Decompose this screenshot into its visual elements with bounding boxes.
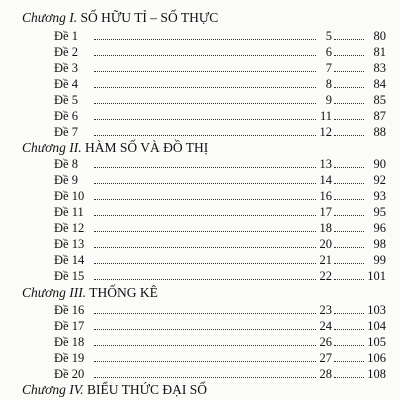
dot-leader: [334, 361, 364, 362]
toc-entry[interactable]: [54, 28, 386, 44]
toc-entry[interactable]: [54, 252, 386, 268]
entry-label: Đề 14: [54, 253, 85, 267]
toc-entry[interactable]: [54, 268, 386, 284]
dot-leader: [94, 103, 316, 104]
answer-page: 96: [373, 221, 386, 235]
dot-leader: [94, 71, 316, 72]
problem-page: 18: [319, 221, 332, 235]
toc-entry[interactable]: [54, 60, 386, 76]
dot-leader: [94, 199, 316, 200]
toc-entry[interactable]: [54, 366, 386, 382]
dot-leader: [94, 55, 316, 56]
problem-page: 23: [319, 303, 332, 317]
entry-label: Đề 12: [54, 221, 85, 235]
entry-label: Đề 10: [54, 189, 85, 203]
answer-page: 93: [373, 189, 386, 203]
entry-label: Đề 6: [54, 109, 78, 123]
dot-leader: [334, 345, 364, 346]
dot-leader: [94, 313, 316, 314]
dot-leader: [94, 279, 316, 280]
answer-page: 101: [367, 269, 386, 283]
problem-page: 26: [319, 335, 332, 349]
dot-leader: [94, 329, 316, 330]
problem-page: 8: [325, 77, 332, 91]
chapter-heading: [22, 140, 208, 156]
chapter-heading: [22, 382, 207, 398]
entry-label: Đề 13: [54, 237, 85, 251]
dot-leader: [334, 39, 364, 40]
entry-label: Đề 20: [54, 367, 85, 381]
dot-leader: [334, 55, 364, 56]
dot-leader: [334, 377, 364, 378]
toc-entry[interactable]: [54, 76, 386, 92]
chapter-title: BIỂU THỨC ĐẠI SỐ: [86, 382, 208, 397]
toc-entry[interactable]: [54, 204, 386, 220]
toc-entry[interactable]: [54, 302, 386, 318]
chapter-number: Chương III.: [22, 285, 87, 300]
dot-leader: [334, 103, 364, 104]
toc-entry[interactable]: [54, 172, 386, 188]
problem-page: 17: [319, 205, 332, 219]
toc-entry[interactable]: [54, 318, 386, 334]
problem-page: 21: [319, 253, 332, 267]
answer-page: 108: [367, 367, 386, 381]
entry-label: Đề 2: [54, 45, 78, 59]
answer-page: 99: [373, 253, 386, 267]
problem-page: 5: [325, 29, 332, 43]
toc-entry[interactable]: [54, 334, 386, 350]
problem-page: 20: [319, 237, 332, 251]
dot-leader: [334, 183, 364, 184]
toc-entry[interactable]: [54, 188, 386, 204]
entry-label: Đề 3: [54, 61, 78, 75]
problem-page: 6: [325, 45, 332, 59]
dot-leader: [334, 135, 364, 136]
dot-leader: [94, 215, 316, 216]
chapter-heading: [22, 285, 158, 301]
toc-entry[interactable]: [54, 92, 386, 108]
toc-entry[interactable]: [54, 108, 386, 124]
answer-page: 88: [373, 125, 386, 139]
entry-label: Đề 4: [54, 77, 78, 91]
answer-page: 84: [373, 77, 386, 91]
entry-label: Đề 17: [54, 319, 85, 333]
answer-page: 105: [367, 335, 386, 349]
dot-leader: [334, 313, 364, 314]
dot-leader: [334, 87, 364, 88]
entry-label: Đề 16: [54, 303, 85, 317]
answer-page: 85: [373, 93, 386, 107]
problem-page: 14: [319, 173, 332, 187]
entry-label: Đề 5: [54, 93, 78, 107]
answer-page: 98: [373, 237, 386, 251]
entry-label: Đề 8: [54, 157, 78, 171]
entry-label: Đề 9: [54, 173, 78, 187]
problem-page: 12: [319, 125, 332, 139]
dot-leader: [94, 87, 316, 88]
chapter-title: SỐ HỮU TỈ – SỐ THỰC: [80, 10, 219, 25]
problem-page: 22: [319, 269, 332, 283]
chapter-number: Chương IV.: [22, 382, 84, 397]
problem-page: 28: [319, 367, 332, 381]
dot-leader: [94, 119, 316, 120]
entry-label: Đề 11: [54, 205, 84, 219]
dot-leader: [334, 215, 364, 216]
toc-entry[interactable]: [54, 44, 386, 60]
dot-leader: [334, 263, 364, 264]
dot-leader: [94, 377, 316, 378]
toc-entry[interactable]: [54, 220, 386, 236]
toc-entry[interactable]: [54, 156, 386, 172]
entry-label: Đề 7: [54, 125, 78, 139]
chapter-number: Chương I.: [22, 10, 78, 25]
answer-page: 95: [373, 205, 386, 219]
problem-page: 11: [319, 109, 332, 123]
entry-label: Đề 19: [54, 351, 85, 365]
dot-leader: [94, 361, 316, 362]
dot-leader: [94, 183, 316, 184]
chapter-title: HÀM SỐ VÀ ĐỒ THỊ: [84, 140, 209, 155]
chapter-title: THỐNG KÊ: [89, 285, 158, 300]
answer-page: 106: [367, 351, 386, 365]
dot-leader: [94, 39, 316, 40]
toc-entry[interactable]: [54, 236, 386, 252]
dot-leader: [334, 231, 364, 232]
dot-leader: [94, 247, 316, 248]
answer-page: 90: [373, 157, 386, 171]
problem-page: 13: [319, 157, 332, 171]
entry-label: Đề 15: [54, 269, 85, 283]
dot-leader: [334, 71, 364, 72]
problem-page: 9: [325, 93, 332, 107]
dot-leader: [94, 263, 316, 264]
answer-page: 87: [373, 109, 386, 123]
dot-leader: [94, 231, 316, 232]
chapter-number: Chương II.: [22, 140, 82, 155]
answer-page: 80: [373, 29, 386, 43]
dot-leader: [94, 345, 316, 346]
problem-page: 7: [325, 61, 332, 75]
toc-entry[interactable]: [54, 350, 386, 366]
dot-leader: [334, 329, 364, 330]
dot-leader: [94, 167, 316, 168]
problem-page: 16: [319, 189, 332, 203]
entry-label: Đề 1: [54, 29, 78, 43]
problem-page: 27: [319, 351, 332, 365]
dot-leader: [94, 135, 316, 136]
dot-leader: [334, 279, 364, 280]
answer-page: 83: [373, 61, 386, 75]
dot-leader: [334, 119, 364, 120]
answer-page: 103: [367, 303, 386, 317]
entry-label: Đề 18: [54, 335, 85, 349]
answer-page: 104: [367, 319, 386, 333]
answer-page: 81: [373, 45, 386, 59]
dot-leader: [334, 199, 364, 200]
dot-leader: [334, 247, 364, 248]
answer-page: 92: [373, 173, 386, 187]
chapter-heading: [22, 10, 218, 26]
dot-leader: [334, 167, 364, 168]
problem-page: 24: [319, 319, 332, 333]
toc-entry[interactable]: [54, 124, 386, 140]
